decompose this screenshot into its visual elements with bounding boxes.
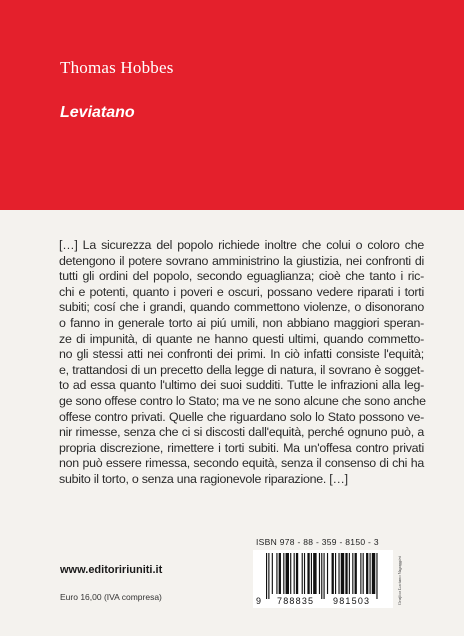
blurb-line: ge sono offese contro lo Stato; ma ve ne sono alcune che sono anche bbox=[59, 393, 426, 408]
blurb-line: no gli stessi atti nei confronti dei primi. In ciò infatti consiste l'equità; bbox=[59, 347, 424, 362]
barcode-bar bbox=[302, 553, 303, 594]
blurb-line: propria discrezione, rimettere i torti subiti. Ma un'offesa contro privati bbox=[59, 440, 424, 455]
barcode-bar bbox=[363, 553, 364, 594]
barcode-bar bbox=[283, 553, 284, 594]
author-name: Thomas Hobbes bbox=[60, 58, 174, 77]
barcode-bar bbox=[366, 553, 368, 594]
blurb-line: […] La sicurezza del popolo richiede inoltre che colui o coloro che bbox=[59, 238, 424, 252]
barcode-bar bbox=[370, 553, 371, 594]
barcode-bar bbox=[294, 553, 295, 594]
barcode-bar bbox=[341, 553, 344, 594]
barcode bbox=[253, 550, 393, 608]
barcode-bar bbox=[272, 553, 273, 594]
blurb-line: offese contro privati. Quelle che riguardano solo lo Stato possono ve- bbox=[59, 409, 424, 424]
barcode-bar bbox=[319, 553, 320, 594]
barcode-bar bbox=[268, 553, 269, 599]
barcode-bar bbox=[321, 553, 322, 599]
barcode-bar bbox=[286, 553, 289, 594]
barcode-bar bbox=[324, 553, 325, 599]
book-title: Leviatano bbox=[60, 104, 135, 121]
barcode-bar bbox=[376, 553, 377, 599]
barcode-bar bbox=[355, 553, 357, 594]
blurb-line: detengono il potere sovrano amministrino la giustizia, nei confronti di bbox=[59, 253, 424, 268]
publisher-website[interactable]: www.editoririuniti.it bbox=[60, 564, 163, 576]
barcode-digits-right: 981503 bbox=[333, 596, 371, 606]
blurb-line: tutti gli ordini del popolo, secondo eguaglianza; cioè che tanto i ric- bbox=[59, 269, 424, 284]
barcode-bar bbox=[304, 553, 305, 594]
barcode-bar bbox=[266, 553, 267, 599]
barcode-bar bbox=[332, 553, 334, 594]
barcode-digits-left: 788835 bbox=[277, 596, 315, 606]
barcode-bar bbox=[352, 553, 353, 594]
barcode-bar bbox=[360, 553, 361, 594]
barcode-bar bbox=[349, 553, 350, 594]
blurb-line: to ad essa quanto l'ultimo dei suoi sudditi. Tutte le infrazioni alla leg- bbox=[59, 378, 424, 393]
barcode-bar bbox=[335, 553, 336, 594]
blurb-line: e, trattandosi di un precetto della legge di natura, il sovrano è sogget- bbox=[59, 362, 424, 377]
barcode-bar bbox=[296, 553, 298, 594]
back-cover-blurb bbox=[59, 238, 424, 488]
barcode-bar bbox=[290, 553, 291, 594]
blurb-line: ze di impunità, di quante ne hanno questi ultimi, quando commetto- bbox=[59, 331, 424, 346]
barcode-bar bbox=[313, 553, 316, 594]
blurb-line: chi e potenti, quanto i poveri e oscuri, possano vedere riparati i torti bbox=[59, 284, 424, 299]
barcode-bar bbox=[338, 553, 339, 594]
blurb-line: nir rimesse, senza che ci si discosti dall'equità, perché ognuno può, a bbox=[59, 425, 424, 440]
blurb-line: subiti; cosí che i grandi, quando commettono violenze, o disonorano bbox=[59, 300, 424, 315]
design-credit: Grafica Luciano Vagaggini bbox=[397, 556, 402, 606]
blurb-line: o fanno in generale torto ai piú umili, non abbiano maggiori speran- bbox=[59, 315, 424, 330]
barcode-bar bbox=[345, 553, 347, 594]
isbn-number: ISBN 978 - 88 - 359 - 8150 - 3 bbox=[256, 537, 379, 547]
barcode-bar bbox=[276, 553, 277, 594]
blurb-line: non può essere rimessa, secondo equità, senza il consenso di chi ha bbox=[59, 456, 424, 471]
blurb-line: subito il torto, o senza una ragionevole riparazione. […] bbox=[59, 471, 348, 486]
barcode-bar bbox=[327, 553, 328, 594]
barcode-bar bbox=[311, 553, 312, 594]
barcode-digit-first: 9 bbox=[256, 596, 262, 606]
barcode-bar bbox=[279, 553, 281, 594]
barcode-bar bbox=[307, 553, 309, 594]
price-label: Euro 16,00 (IVA compresa) bbox=[60, 592, 162, 602]
barcode-bar bbox=[372, 553, 375, 594]
